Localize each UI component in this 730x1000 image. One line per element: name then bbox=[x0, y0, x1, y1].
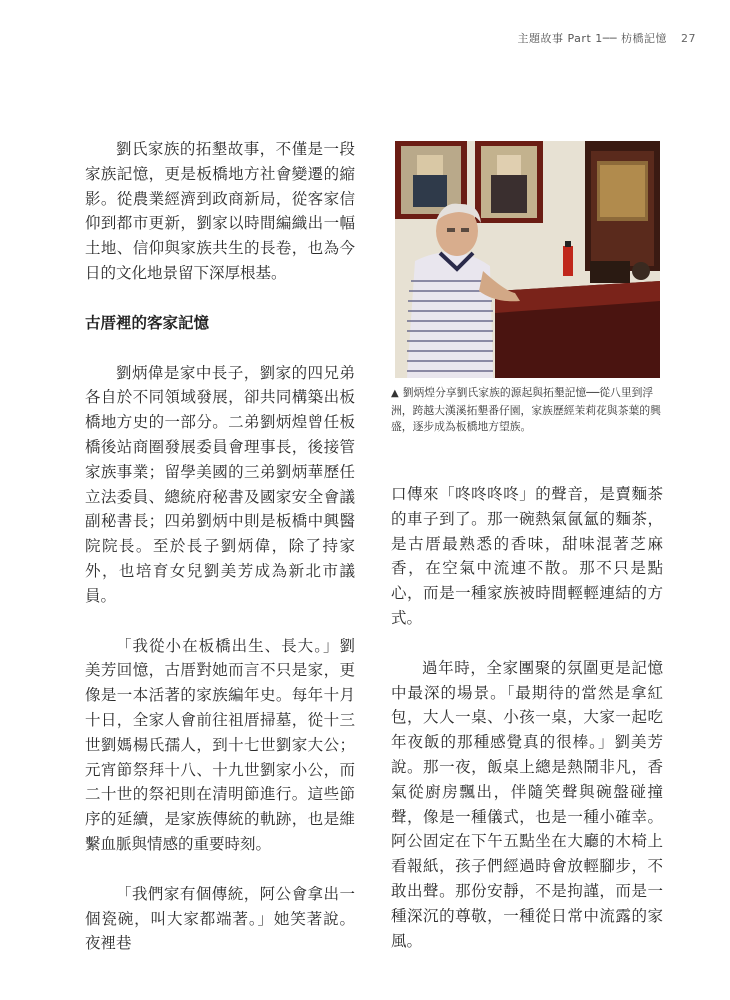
body-paragraph: 口傳來「咚咚咚咚」的聲音，是賣麵茶的車子到了。那一碗熱氣氤氳的麵茶，是古厝最熟悉的香味，甜味混著芝麻香，在空氣中流連不散。那不只是點心，而是一種家族被時間輕輕連結的方式。 bbox=[391, 485, 663, 627]
section-heading: 古厝裡的客家記憶 bbox=[85, 313, 210, 332]
ancestral-hall-photo bbox=[395, 141, 660, 378]
body-paragraph: 「我們家有個傳統，阿公會拿出一個瓷碗，叫大家都端著。」她笑著說。夜裡巷 bbox=[85, 884, 355, 953]
body-paragraph: 過年時，全家團聚的氛圍更是記憶中最深的場景。「最期待的當然是拿紅包，大人一桌、小孩一桌，大家一起吃年夜飯的那種感覺真的很棒。」劉美芳說。那一夜，飯桌上總是熱鬧非凡，香氣從廚房飄出，伴隨笑聲與碗盤碰撞聲，像是一種儀式，也是一種小確幸。阿公固定在下午五點坐在大廳的木椅上看報紙，孩子們經過時會放輕腳步，不敢出聲。那份安靜，不是拘謹，而是一種深沉的尊敬，一種從日常中流露的家風。 bbox=[391, 658, 663, 950]
caption-marker-icon: ▲ bbox=[391, 388, 399, 399]
running-title: 主題故事 Part 1── 枋橋記憶 bbox=[517, 32, 667, 45]
body-paragraph: 劉炳偉是家中長子，劉家的四兄弟各自於不同領域發展，卻共同構築出板橋地方史的一部分。二弟劉炳煌曾任板橋後站商圈發展委員會理事長，後接管家族事業；留學美國的三弟劉炳華歷任立法委員、總統府秘書及國家安全會議副秘書長；四弟劉炳中則是板橋中興醫院院長。至於長子劉炳偉，除了持家外，也培育女兒劉美芳成為新北市議員。 bbox=[85, 363, 355, 605]
intro-paragraph: 劉氏家族的拓墾故事，不僅是一段家族記憶，更是板橋地方社會變遷的縮影。從農業經濟到政商新局，從客家信仰到都市更新，劉家以時間編織出一幅土地、信仰與家族共生的長卷，也為今日的文化地景留下深厚根基。 bbox=[85, 140, 355, 282]
right-column bbox=[391, 482, 663, 953]
photo-caption bbox=[391, 385, 666, 436]
left-column bbox=[85, 137, 355, 956]
running-header bbox=[518, 30, 696, 46]
caption-text: 劉炳煌分享劉氏家族的源起與拓墾記憶──從八里到浮洲，跨越大漢溪拓墾番仔園，家族歷經茉莉花與茶葉的興盛，逐步成為板橋地方望族。 bbox=[391, 386, 661, 433]
page-number: 27 bbox=[681, 31, 696, 45]
body-paragraph: 「我從小在板橋出生、長大。」劉美芳回憶，古厝對她而言不只是家，更像是一本活著的家族編年史。每年十月十日，全家人會前往祖厝掃墓，從十三世劉媽楊氏孺人，到十七世劉家大公；元宵節祭拜十八、十九世劉家小公，而二十世的祭祀則在清明節進行。這些節序的延續，是家族傳統的軌跡，也是維繫血脈與情感的重要時刻。 bbox=[85, 636, 355, 853]
